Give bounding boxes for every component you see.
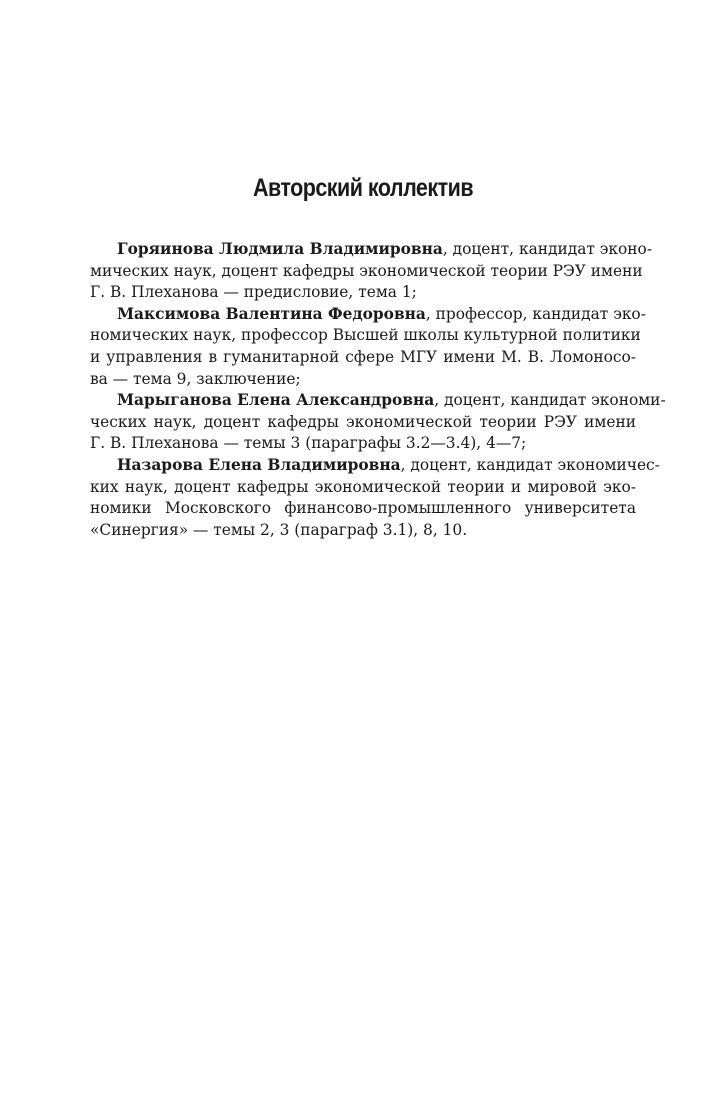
entry-line: Г. В. Плеханова — темы 3 (параграфы 3.2—3.4), 4—7; [90,434,527,453]
author-entry [90,239,653,304]
entry-first-line [90,239,653,261]
authors-list [90,239,666,541]
author-name: Марыганова Елена Александровна [117,391,435,410]
entry-first-line [90,390,666,412]
author-name: Назарова Елена Владимировна [117,455,401,474]
entry-first-line [90,455,660,477]
author-entry [90,390,666,455]
author-role-start: , доцент, кандидат эконо- [442,240,653,258]
author-entry [90,304,646,390]
author-role-start: , доцент, кандидат экономи- [434,391,666,410]
entry-line: ва — тема 9, заключение; [90,369,301,388]
entry-first-line [90,304,646,326]
author-name: Максимова Валентина Федоровна [117,304,426,323]
entry-line: мических наук, доцент кафедры экономической теории РЭУ имени [90,261,643,280]
entry-line: номики Московского финансово-промышленного университета [90,499,636,518]
entry-line: номических наук, профессор Высшей школы культурной политики [90,326,641,345]
author-entry [90,455,660,541]
entry-line: Г. В. Плеханова — предисловие, тема 1; [90,283,417,302]
entry-line: ческих наук, доцент кафедры экономической теории РЭУ имени [90,412,636,431]
entry-line: и управления в гуманитарной сфере МГУ имени М. В. Ломоносо- [90,347,636,366]
author-role-start: , профессор, кандидат эко- [425,304,646,323]
page-heading: Авторский коллектив [252,174,474,202]
author-name: Горяинова Людмила Владимировна [117,240,443,258]
entry-line: «Синергия» — темы 2, 3 (параграф 3.1), 8, 10. [90,520,468,539]
entry-line: ких наук, доцент кафедры экономической теории и мировой эко- [90,477,636,496]
author-role-start: , доцент, кандидат экономичес- [400,455,660,474]
